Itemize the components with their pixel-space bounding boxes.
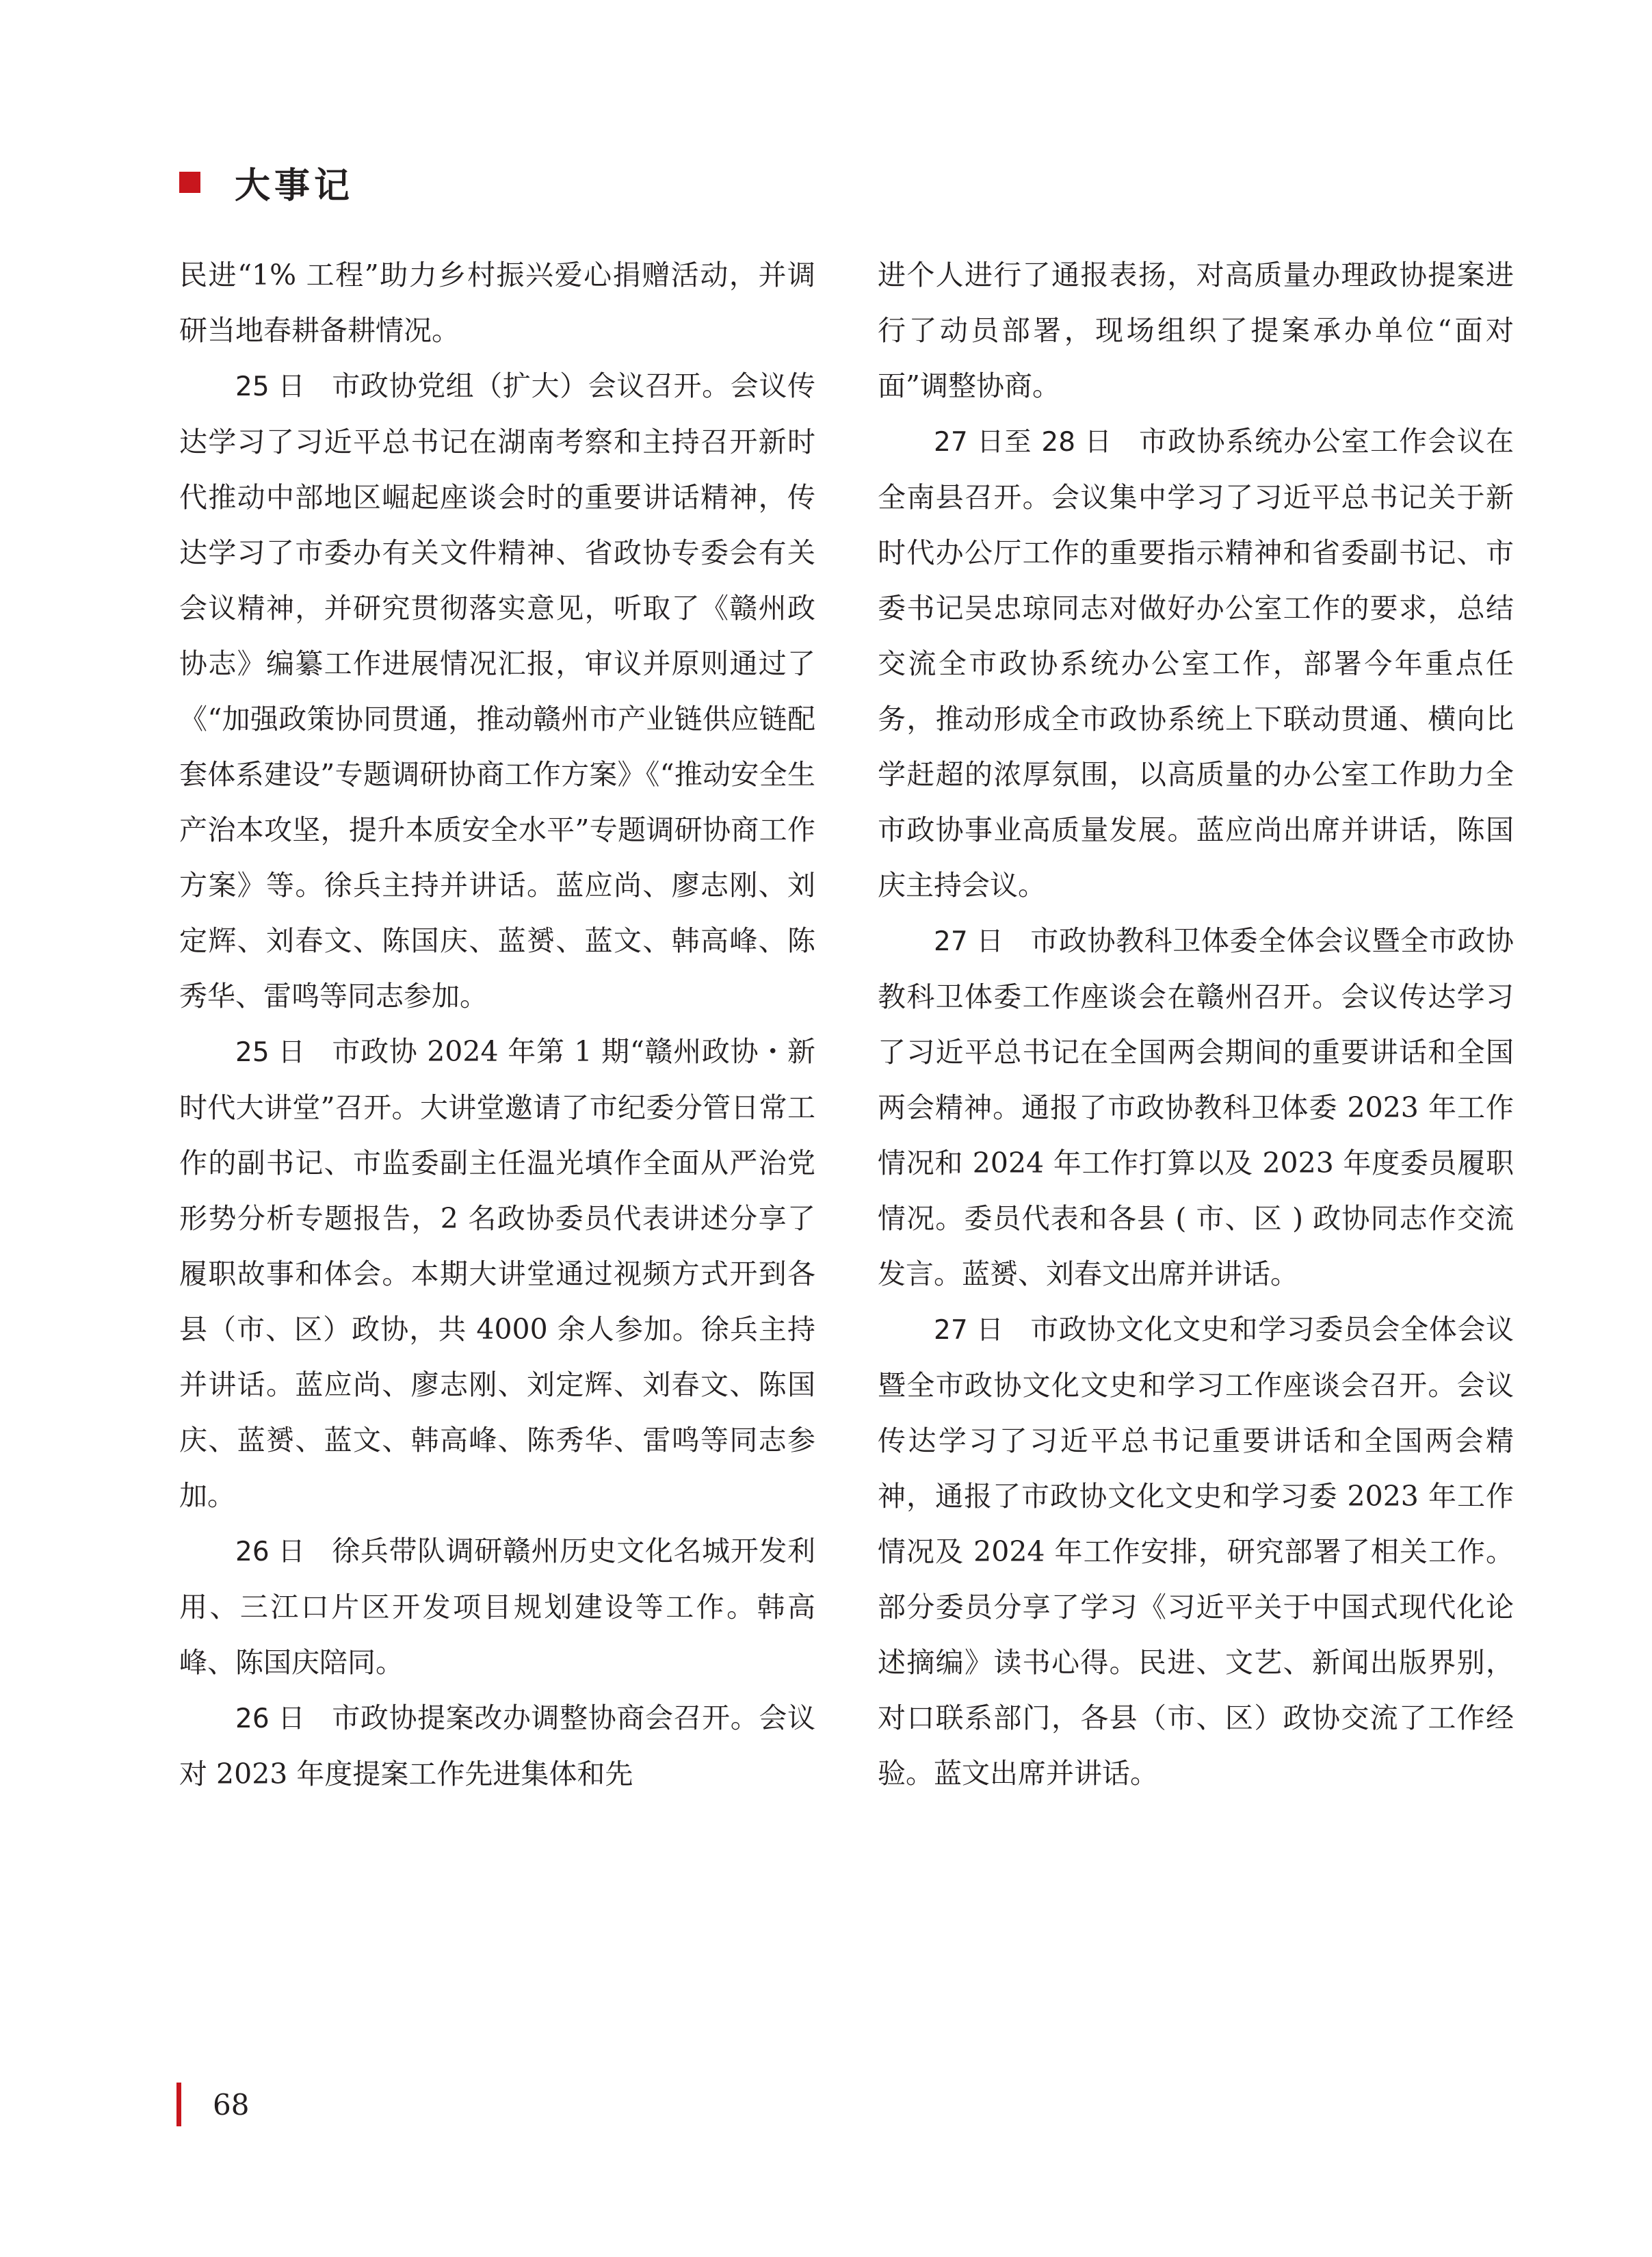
- section-title: 大事记: [235, 165, 354, 207]
- entry-date: 26 日: [235, 1704, 306, 1734]
- entry-date: 25 日: [235, 1037, 306, 1068]
- paragraph: [878, 1302, 1514, 1801]
- page-number: 68: [213, 2087, 250, 2122]
- paragraph: [179, 1691, 815, 1802]
- left-column: [179, 248, 815, 1802]
- entry-text: 市政协系统办公室工作会议在全南县召开。会议集中学习了习近平总书记关于新时代办公厅工作的重要指示精神和省委副书记、市委书记吴忠琼同志对做好办公室工作的要求，总结交流全市政协系统办公室工作，部署今年重点任务，推动形成全市政协系统上下联动贯通、横向比学赶超的浓厚氛围，以高质量的办公室工作助力全市政协事业高质量发展。蓝应尚出席并讲话，陈国庆主持会议。: [878, 425, 1514, 902]
- entry-text: 市政协党组（扩大）会议召开。会议传达学习了习近平总书记在湖南考察和主持召开新时代推动中部地区崛起座谈会时的重要讲话精神，传达学习了市委办有关文件精神、省政协专委会有关会议精神，并研究贯彻落实意见，听取了《赣州政协志》编纂工作进展情况汇报，审议并原则通过了《“加强政策协同贯通，推动赣州市产业链供应链配套体系建设”专题调研协商工作方案》《“推动安全生产治本攻坚，提升本质安全水平”专题调研协商工作方案》等。徐兵主持并讲话。蓝应尚、廖志刚、刘定辉、刘春文、陈国庆、蓝赟、蓝文、韩高峰、陈秀华、雷鸣等同志参加。: [179, 369, 815, 1013]
- entry-text: 市政协教科卫体委全体会议暨全市政协教科卫体委工作座谈会在赣州召开。会议传达学习了习近平总书记在全国两会期间的重要讲话和全国两会精神。通报了市政协教科卫体委 2023 年工作情况和 2024 年工作打算以及 2023 年度委员履职情况。委员代表和各县 ( 市、区 ) 政协同志作交流发言。蓝赟、刘春文出席并讲话。: [878, 924, 1514, 1290]
- entry-date: 27 日至 28 日: [934, 427, 1112, 458]
- entry-date: 27 日: [934, 926, 1004, 957]
- right-column: [878, 248, 1514, 1801]
- entry-text: 市政协文化文史和学习委员会全体会议暨全市政协文化文史和学习工作座谈会召开。会议传达学习了习近平总书记重要讲话和全国两会精神，通报了市政协文化文史和学习委 2023 年工作情况及 2024 年工作安排，研究部署了相关工作。部分委员分享了学习《习近平关于中国式现代化论述摘编》读书心得。民进、文艺、新闻出版界别，对口联系部门，各县（市、区）政协交流了工作经验。蓝文出席并讲话。: [878, 1313, 1514, 1790]
- paragraph: 民进“1% 工程”助力乡村振兴爱心捐赠活动，并调研当地春耕备耕情况。: [179, 259, 815, 347]
- red-square-icon: [179, 172, 200, 193]
- entry-date: 26 日: [235, 1537, 306, 1567]
- paragraph: [878, 414, 1514, 913]
- page-footer: [176, 2081, 249, 2128]
- paragraph: 进个人进行了通报表扬，对高质量办理政协提案进行了动员部署，现场组织了提案承办单位“面对面”调整协商。: [878, 259, 1514, 402]
- paragraph: [179, 358, 815, 1024]
- section-header: [179, 155, 354, 209]
- entry-date: 25 日: [235, 371, 306, 402]
- paragraph: [179, 1024, 815, 1524]
- entry-text: 市政协 2024 年第 1 期“赣州政协・新时代大讲堂”召开。大讲堂邀请了市纪委分管日常工作的副书记、市监委副主任温光填作全面从严治党形势分析专题报告，2 名政协委员代表讲述分享了履职故事和体会。本期大讲堂通过视频方式开到各县（市、区）政协，共 4000 余人参加。徐兵主持并讲话。蓝应尚、廖志刚、刘定辉、刘春文、陈国庆、蓝赟、蓝文、韩高峰、陈秀华、雷鸣等同志参加。: [179, 1035, 815, 1512]
- red-bar-icon: [176, 2083, 181, 2126]
- paragraph: [878, 913, 1514, 1302]
- entry-text: 徐兵带队调研赣州历史文化名城开发利用、三江口片区开发项目规划建设等工作。韩高峰、陈国庆陪同。: [179, 1535, 815, 1679]
- entry-text: 市政协提案改办调整协商会召开。会议对 2023 年度提案工作先进集体和先: [179, 1701, 815, 1790]
- paragraph: [179, 1524, 815, 1691]
- entry-date: 27 日: [934, 1315, 1004, 1346]
